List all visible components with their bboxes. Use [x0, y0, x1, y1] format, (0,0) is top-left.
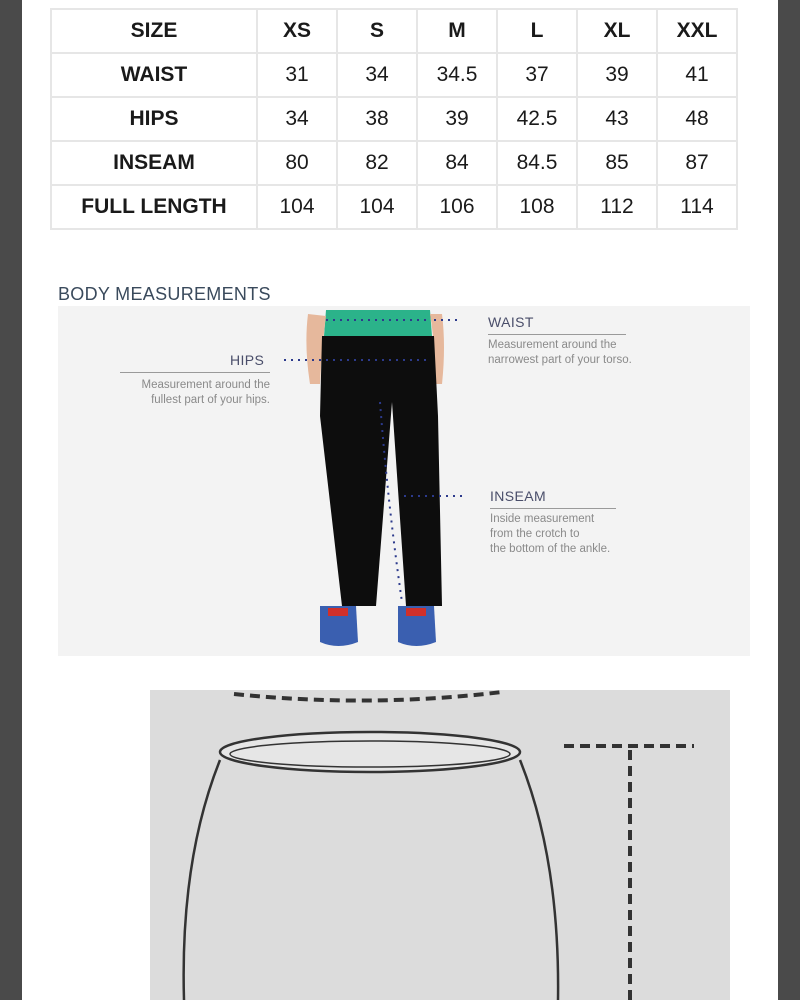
table-cell: 31	[257, 53, 337, 97]
table-cell: 104	[337, 185, 417, 229]
table-cell: 84	[417, 141, 497, 185]
page	[22, 0, 778, 1000]
header-cell: S	[337, 9, 417, 53]
table-cell: 37	[497, 53, 577, 97]
header-cell: L	[497, 9, 577, 53]
body-measurements-title: BODY MEASUREMENTS	[58, 284, 271, 304]
inseam-desc-line: Inside measurement	[490, 513, 595, 525]
header-cell: XXL	[657, 9, 737, 53]
table-cell: 85	[577, 141, 657, 185]
hips-description	[104, 378, 270, 408]
inseam-desc-line: from the crotch to	[490, 528, 580, 540]
header-cell: SIZE	[51, 9, 257, 53]
inseam-desc-line: the bottom of the ankle.	[490, 543, 611, 555]
waist-desc-line: Measurement around the	[488, 339, 617, 351]
left-shoe-accent	[328, 608, 348, 616]
waist-label: WAIST	[488, 314, 534, 330]
right-shoe-accent	[406, 608, 426, 616]
hips-label-rule	[120, 372, 270, 373]
table-cell: 106	[417, 185, 497, 229]
inseam-label-rule	[490, 508, 616, 509]
hips-desc-line: fullest part of your hips.	[151, 394, 270, 406]
table-cell: 38	[337, 97, 417, 141]
header-cell: XS	[257, 9, 337, 53]
model-figure-illustration	[58, 306, 750, 656]
shirt-shape	[324, 310, 432, 336]
table-row	[51, 97, 737, 141]
body-measurements-image	[58, 306, 750, 656]
table-cell: 42.5	[497, 97, 577, 141]
garment-right-side	[520, 760, 558, 1000]
hips-desc-line: Measurement around the	[141, 379, 270, 391]
table-cell: 41	[657, 53, 737, 97]
table-cell: 34	[257, 97, 337, 141]
inseam-description	[490, 512, 610, 557]
table-cell: 114	[657, 185, 737, 229]
garment-left-side	[184, 760, 220, 1000]
header-cell: M	[417, 9, 497, 53]
table-cell: 82	[337, 141, 417, 185]
row-label: FULL LENGTH	[51, 185, 257, 229]
hips-label: HIPS	[230, 352, 265, 368]
top-dashed-arc	[234, 692, 502, 701]
table-cell: 39	[577, 53, 657, 97]
size-chart-table	[50, 8, 738, 230]
inseam-label: INSEAM	[490, 488, 547, 504]
table-cell: 34	[337, 53, 417, 97]
table-cell: 48	[657, 97, 737, 141]
table-cell: 34.5	[417, 53, 497, 97]
waist-label-rule	[488, 334, 626, 335]
header-cell: XL	[577, 9, 657, 53]
table-cell: 112	[577, 185, 657, 229]
waist-desc-line: narrowest part of your torso.	[488, 354, 632, 366]
table-cell: 104	[257, 185, 337, 229]
garment-diagram	[150, 690, 730, 1000]
table-cell: 87	[657, 141, 737, 185]
table-row	[51, 53, 737, 97]
table-cell: 39	[417, 97, 497, 141]
pants-shape	[320, 336, 442, 606]
table-cell: 43	[577, 97, 657, 141]
table-row	[51, 141, 737, 185]
waist-description	[488, 338, 632, 368]
table-cell: 84.5	[497, 141, 577, 185]
garment-outline-illustration	[150, 690, 730, 1000]
table-header-row	[51, 9, 737, 53]
row-label: INSEAM	[51, 141, 257, 185]
row-label: HIPS	[51, 97, 257, 141]
waistband-outer	[220, 732, 520, 772]
table-cell: 80	[257, 141, 337, 185]
table-cell: 108	[497, 185, 577, 229]
table-row	[51, 185, 737, 229]
row-label: WAIST	[51, 53, 257, 97]
